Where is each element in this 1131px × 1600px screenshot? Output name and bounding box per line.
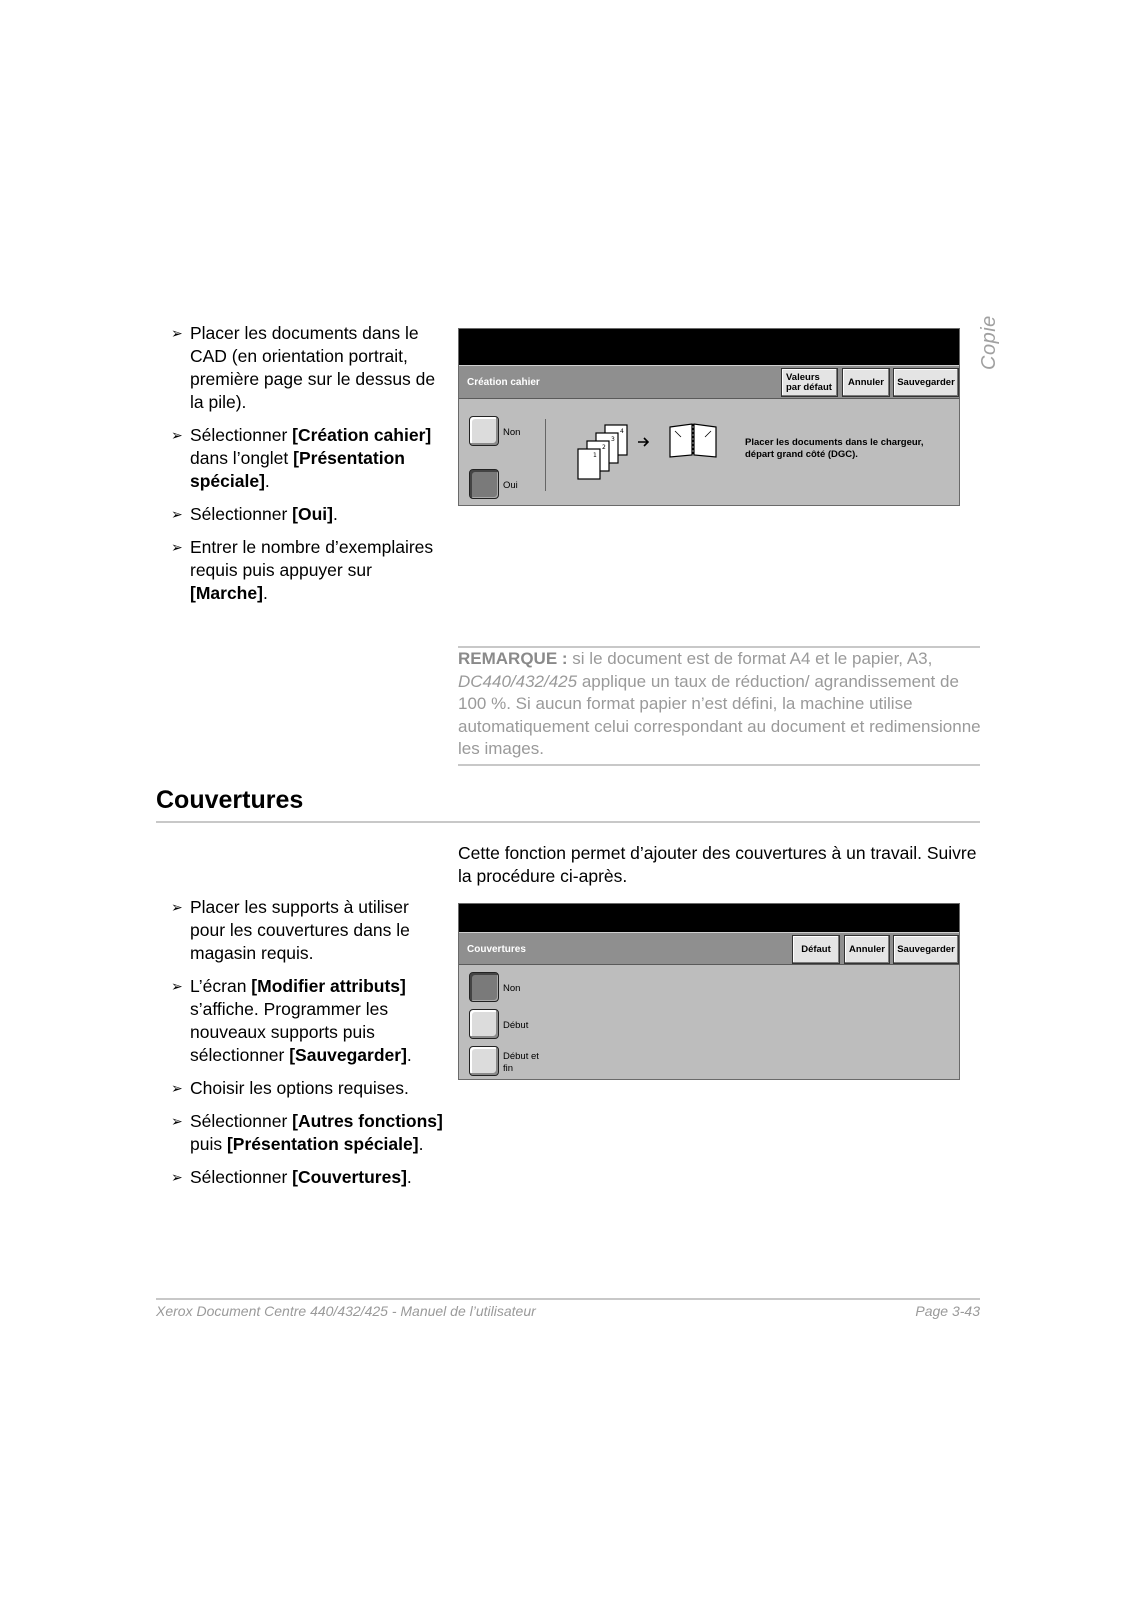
step-text: Choisir les options requises. — [190, 1078, 409, 1098]
step-text: s’affiche. Programmer les nouveaux supports puis sélectionner — [190, 999, 389, 1065]
step-text: L’écran — [190, 976, 252, 996]
step-text: . — [332, 504, 338, 524]
bullet-arrow-icon: ➢ — [171, 325, 183, 341]
option-oui-label: Oui — [503, 480, 518, 491]
step-text: Sélectionner — [190, 425, 293, 445]
screen-title-bar — [459, 904, 959, 932]
bullet-arrow-icon: ➢ — [171, 506, 183, 522]
remark-model: DC440/432/425 — [458, 671, 578, 691]
option-debut-label: Début — [503, 1020, 529, 1031]
step-text: puis — [190, 1134, 227, 1154]
step-key-term: [Sauvegarder] — [289, 1045, 407, 1065]
remark-text-1: si le document est de format A4 et le papier, A3, — [567, 649, 933, 668]
screen-title: Couvertures — [467, 944, 526, 955]
cancel-button[interactable]: Annuler — [844, 935, 890, 964]
step-item — [156, 503, 446, 526]
option-non-button[interactable] — [469, 972, 499, 1002]
step-text: Placer les supports à utiliser pour les couvertures dans le magasin requis. — [190, 897, 410, 963]
note-rule-bottom — [458, 764, 980, 766]
save-button[interactable]: Sauvegarder — [893, 935, 959, 964]
step-key-term: [Création cahier] — [292, 425, 432, 445]
step-key-term: [Présentation spéciale] — [190, 448, 405, 491]
defaults-button[interactable]: Valeurs par défaut — [781, 368, 838, 397]
section-heading: Couvertures — [156, 786, 304, 814]
step-item — [156, 322, 446, 414]
section-intro: Cette fonction permet d’ajouter des couvertures à un travail. Suivre la procédure ci-après. — [458, 843, 977, 886]
cancel-button[interactable]: Annuler — [842, 368, 890, 397]
booklet-creation-screen — [458, 328, 960, 506]
step-key-term: [Modifier attributs] — [251, 976, 406, 996]
step-text: . — [264, 471, 270, 491]
step-text: Entrer le nombre d’exemplaires requis puis appuyer sur — [190, 537, 434, 580]
step-text: . — [406, 1045, 412, 1065]
step-item — [156, 975, 446, 1067]
option-non-button[interactable] — [469, 416, 499, 446]
option-debut-fin-label: Début et fin — [503, 1051, 539, 1074]
step-key-term: [Oui] — [292, 504, 333, 524]
step-key-term: [Présentation spéciale] — [226, 1134, 419, 1154]
instruction-text: Placer les documents dans le chargeur, départ grand côté (DGC). — [745, 437, 924, 460]
step-item — [156, 1110, 446, 1156]
svg-text:3: 3 — [611, 436, 615, 443]
bullet-arrow-icon: ➢ — [171, 1080, 183, 1096]
step-text: Placer les documents dans le CAD (en orientation portrait, première page sur le dessus de la pile). — [190, 323, 436, 412]
option-debut-fin-button[interactable] — [469, 1046, 499, 1076]
step-text: Sélectionner — [190, 1111, 293, 1131]
covers-steps-list — [156, 896, 446, 1199]
bullet-arrow-icon: ➢ — [171, 427, 183, 443]
step-key-term: [Marche] — [190, 583, 263, 603]
svg-text:1: 1 — [593, 452, 597, 459]
step-key-term: [Autres fonctions] — [292, 1111, 443, 1131]
step-item — [156, 1166, 446, 1189]
bullet-arrow-icon: ➢ — [171, 539, 183, 555]
save-button[interactable]: Sauvegarder — [893, 368, 959, 397]
bullet-arrow-icon: ➢ — [171, 1169, 183, 1185]
arrow-right-icon — [637, 436, 651, 448]
bullet-arrow-icon: ➢ — [171, 899, 183, 915]
booklet-icon — [667, 421, 719, 461]
step-text: Sélectionner — [190, 504, 293, 524]
option-non-label: Non — [503, 983, 521, 994]
step-text: . — [406, 1167, 412, 1187]
screen-title-bar — [459, 329, 959, 365]
footer-rule — [156, 1298, 980, 1300]
section-heading-rule — [156, 821, 980, 823]
step-item — [156, 1077, 446, 1100]
screen-toolbar — [459, 365, 959, 399]
step-text: dans l’onglet — [190, 448, 294, 468]
step-item — [156, 424, 446, 493]
bullet-arrow-icon: ➢ — [171, 978, 183, 994]
step-item — [156, 536, 446, 605]
remark-note — [458, 648, 983, 761]
svg-text:4: 4 — [620, 428, 624, 435]
option-oui-button[interactable] — [469, 469, 499, 499]
covers-screen — [458, 903, 960, 1080]
screen-toolbar — [459, 932, 959, 965]
separator-line — [545, 419, 546, 491]
step-text: . — [262, 583, 268, 603]
step-item — [156, 896, 446, 965]
booklet-steps-list — [156, 322, 446, 615]
footer-title: Xerox Document Centre 440/432/425 - Manuel de l’utilisateur — [156, 1303, 536, 1319]
chapter-tab: Copie — [978, 315, 1000, 370]
step-text: . — [418, 1134, 424, 1154]
remark-text-2: applique un taux de réduction/ agrandissement de 100 %. Si aucun format papier n’est défini, la machine utilise automatiquement celui correspondant au document et redimensionne les images. — [458, 671, 981, 758]
step-text: Sélectionner — [190, 1167, 293, 1187]
svg-text:2: 2 — [602, 444, 606, 451]
bullet-arrow-icon: ➢ — [171, 1113, 183, 1129]
remark-label: REMARQUE : — [458, 649, 568, 668]
option-debut-button[interactable] — [469, 1009, 499, 1039]
stacked-documents-icon — [569, 423, 639, 487]
screen-title: Création cahier — [467, 377, 540, 388]
page-number: Page 3-43 — [915, 1303, 980, 1319]
default-button[interactable]: Défaut — [792, 935, 840, 964]
option-non-label: Non — [503, 427, 521, 438]
step-key-term: [Couvertures] — [292, 1167, 407, 1187]
